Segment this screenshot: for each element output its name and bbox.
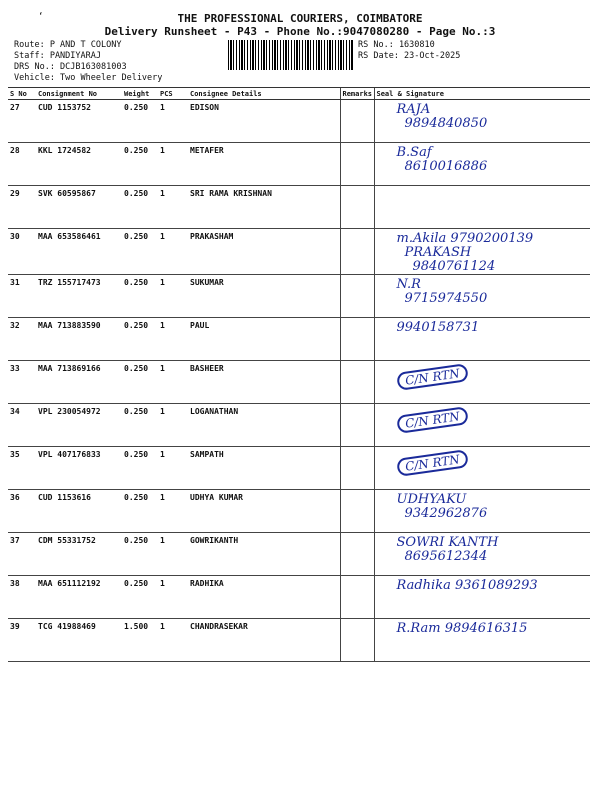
row-consignment-no: SVK 60595867 (36, 186, 122, 229)
row-consignee: PAUL (188, 318, 340, 361)
row-consignment-no: CUD 1153752 (36, 100, 122, 143)
row-pcs: 1 (158, 318, 188, 361)
row-sno: 28 (8, 143, 36, 186)
staff-label: Staff: PANDIYARAJ (14, 51, 101, 61)
row-consignment-no: VPL 230054972 (36, 404, 122, 447)
row-weight: 1.500 (122, 619, 158, 662)
row-consignee: GOWRIKANTH (188, 533, 340, 576)
row-sno: 33 (8, 361, 36, 404)
row-signature (374, 318, 590, 361)
row-consignee: PRAKASHAM (188, 229, 340, 275)
handwritten-line: 9894840850 (404, 116, 488, 131)
row-remarks (340, 143, 374, 186)
table-row (8, 619, 590, 662)
handwritten-line: UDHYAKU (396, 492, 467, 507)
rs-date: RS Date: 23-Oct-2025 (358, 51, 461, 61)
row-remarks (340, 576, 374, 619)
handwritten-line: 8610016886 (404, 159, 488, 174)
row-remarks (340, 361, 374, 404)
handwritten-line: R.Ram 9894616315 (396, 621, 528, 636)
row-remarks (340, 619, 374, 662)
handwritten-signature (377, 579, 589, 593)
row-remarks (340, 318, 374, 361)
barcode (228, 40, 354, 70)
table-row (8, 447, 590, 490)
handwritten-line: 9940158731 (396, 320, 480, 335)
row-pcs: 1 (158, 186, 188, 229)
return-stamp: C/N RTN (396, 449, 469, 477)
row-signature (374, 229, 590, 275)
handwritten-line: 8695612344 (404, 549, 488, 564)
row-signature (374, 186, 590, 229)
header-consignment: Consignment No (36, 88, 122, 100)
row-consignment-no: MAA 653586461 (36, 229, 122, 275)
row-weight: 0.250 (122, 143, 158, 186)
handwritten-line: 9342962876 (404, 506, 488, 521)
return-stamp: C/N RTN (396, 363, 469, 391)
handwritten-line: 9840761124 (412, 259, 496, 274)
row-signature (374, 490, 590, 533)
row-consignment-no: CDM 55331752 (36, 533, 122, 576)
row-weight: 0.250 (122, 100, 158, 143)
row-signature (374, 361, 590, 404)
handwritten-line: SOWRI KANTH (396, 535, 499, 550)
row-signature (374, 275, 590, 318)
row-sno: 30 (8, 229, 36, 275)
row-weight: 0.250 (122, 533, 158, 576)
handwritten-line: N.R (396, 277, 421, 292)
rs-number: RS No.: 1630810 (358, 40, 435, 50)
handwritten-signature (377, 622, 589, 636)
row-consignee: SUKUMAR (188, 275, 340, 318)
handwritten-signature (377, 493, 589, 521)
row-weight: 0.250 (122, 490, 158, 533)
handwritten-line: RAJA (396, 102, 431, 117)
handwritten-signature (377, 278, 589, 306)
row-consignee: BASHEER (188, 361, 340, 404)
handwritten-line: B.Saf (396, 145, 432, 160)
row-consignee: SRI RAMA KRISHNAN (188, 186, 340, 229)
row-consignment-no: TCG 41988469 (36, 619, 122, 662)
row-pcs: 1 (158, 533, 188, 576)
row-pcs: 1 (158, 229, 188, 275)
row-pcs: 1 (158, 619, 188, 662)
tick-mark: ‘ (38, 12, 44, 22)
row-consignee: LOGANATHAN (188, 404, 340, 447)
row-weight: 0.250 (122, 186, 158, 229)
handwritten-signature (377, 232, 589, 274)
header-sno: S No (8, 88, 36, 100)
row-signature (374, 619, 590, 662)
handwritten-line: m.Akila 9790200139 (396, 231, 534, 246)
row-weight: 0.250 (122, 229, 158, 275)
row-consignee: METAFER (188, 143, 340, 186)
header-consignee: Consignee Details (188, 88, 340, 100)
row-pcs: 1 (158, 404, 188, 447)
row-signature (374, 533, 590, 576)
table-row (8, 143, 590, 186)
table-header-row (8, 88, 590, 100)
row-consignment-no: MAA 713883590 (36, 318, 122, 361)
vehicle-label: Vehicle: Two Wheeler Delivery (14, 73, 163, 83)
row-sno: 29 (8, 186, 36, 229)
route-label: Route: P AND T COLONY (14, 40, 122, 50)
row-sno: 38 (8, 576, 36, 619)
row-consignee: CHANDRASEKAR (188, 619, 340, 662)
row-consignment-no: KKL 1724582 (36, 143, 122, 186)
row-weight: 0.250 (122, 361, 158, 404)
row-weight: 0.250 (122, 404, 158, 447)
header-remarks: Remarks (340, 88, 374, 100)
row-consignee: RADHIKA (188, 576, 340, 619)
return-stamp: C/N RTN (396, 406, 469, 434)
handwritten-signature (377, 407, 589, 429)
row-consignment-no: MAA 651112192 (36, 576, 122, 619)
row-signature (374, 404, 590, 447)
handwritten-signature (377, 103, 589, 131)
row-consignee: SAMPATH (188, 447, 340, 490)
header-pcs: PCS (158, 88, 188, 100)
row-remarks (340, 229, 374, 275)
table-row (8, 186, 590, 229)
row-signature (374, 100, 590, 143)
header-seal-signature: Seal & Signature (374, 88, 590, 100)
row-remarks (340, 100, 374, 143)
row-pcs: 1 (158, 275, 188, 318)
company-title: THE PROFESSIONAL COURIERS, COIMBATORE (177, 12, 423, 25)
handwritten-signature (377, 364, 589, 386)
row-weight: 0.250 (122, 576, 158, 619)
table-row (8, 490, 590, 533)
row-pcs: 1 (158, 143, 188, 186)
row-consignee: EDISON (188, 100, 340, 143)
runsheet-table (8, 87, 590, 662)
table-row (8, 533, 590, 576)
handwritten-signature (377, 321, 589, 335)
row-pcs: 1 (158, 361, 188, 404)
row-pcs: 1 (158, 576, 188, 619)
table-row (8, 318, 590, 361)
table-row (8, 229, 590, 275)
row-remarks (340, 404, 374, 447)
table-row (8, 576, 590, 619)
row-consignment-no: CUD 1153616 (36, 490, 122, 533)
runsheet-subtitle: Delivery Runsheet - P43 - Phone No.:9047080280 - Page No.:3 (104, 25, 496, 38)
row-remarks (340, 186, 374, 229)
row-pcs: 1 (158, 100, 188, 143)
drs-number: DRS No.: DCJB163081003 (14, 62, 127, 72)
row-signature (374, 576, 590, 619)
row-sno: 39 (8, 619, 36, 662)
row-weight: 0.250 (122, 318, 158, 361)
row-sno: 35 (8, 447, 36, 490)
table-row (8, 361, 590, 404)
row-pcs: 1 (158, 490, 188, 533)
row-weight: 0.250 (122, 447, 158, 490)
row-signature (374, 143, 590, 186)
row-weight: 0.250 (122, 275, 158, 318)
row-consignment-no: TRZ 155717473 (36, 275, 122, 318)
table-row (8, 100, 590, 143)
row-sno: 34 (8, 404, 36, 447)
row-consignment-no: VPL 407176833 (36, 447, 122, 490)
row-remarks (340, 490, 374, 533)
handwritten-line: Radhika 9361089293 (396, 578, 538, 593)
handwritten-signature (377, 146, 589, 174)
row-signature (374, 447, 590, 490)
row-consignment-no: MAA 713869166 (36, 361, 122, 404)
row-pcs: 1 (158, 447, 188, 490)
table-row (8, 404, 590, 447)
row-sno: 32 (8, 318, 36, 361)
handwritten-signature (377, 450, 589, 472)
row-sno: 36 (8, 490, 36, 533)
header-weight: Weight (122, 88, 158, 100)
row-remarks (340, 533, 374, 576)
row-remarks (340, 275, 374, 318)
handwritten-line: 9715974550 (404, 291, 488, 306)
row-consignee: UDHYA KUMAR (188, 490, 340, 533)
row-sno: 37 (8, 533, 36, 576)
row-remarks (340, 447, 374, 490)
handwritten-line: PRAKASH (404, 245, 472, 260)
handwritten-signature (377, 536, 589, 564)
table-row (8, 275, 590, 318)
row-sno: 27 (8, 100, 36, 143)
row-sno: 31 (8, 275, 36, 318)
